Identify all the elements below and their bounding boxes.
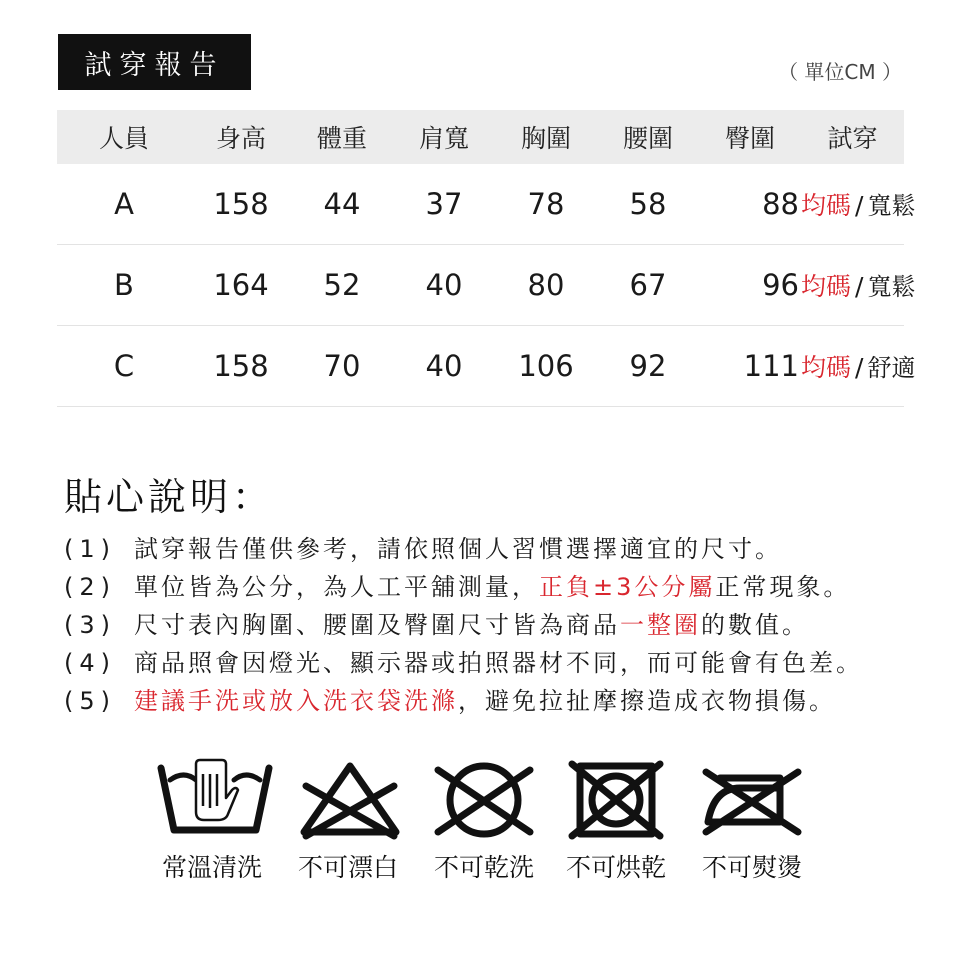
no-tumble-dry-icon (568, 758, 664, 842)
fit-separator: / (855, 353, 864, 382)
cell-hip: 111 (699, 326, 801, 407)
note-text: 的數值。 (701, 611, 809, 639)
care-label-no-dry-clean: 不可乾洗 (433, 853, 534, 882)
note-index: (5) (64, 687, 116, 715)
cell-hip: 96 (699, 245, 801, 326)
note-index: (1) (64, 535, 116, 563)
cell-shoulder: 40 (393, 326, 495, 407)
cell-person: B (57, 245, 191, 326)
note-text: ，避免拉扯摩擦造成衣物損傷。 (458, 687, 836, 715)
fit-size: 均碼 (801, 272, 852, 301)
cell-height: 164 (191, 245, 291, 326)
no-dry-clean-icon (432, 758, 536, 842)
note-highlight: 一整圈 (620, 611, 701, 639)
note-item (64, 644, 863, 682)
fit-feel: 寬鬆 (867, 192, 916, 220)
note-text: 商品照會因燈光、顯示器或拍照器材不同，而可能會有色差。 (134, 649, 863, 677)
table-row (57, 245, 904, 326)
cell-height: 158 (191, 164, 291, 245)
cell-hip: 88 (699, 164, 801, 245)
col-header-fit: 試穿 (801, 110, 904, 164)
fit-feel: 舒適 (867, 354, 916, 382)
note-item (64, 682, 863, 720)
col-header-chest: 胸圍 (495, 110, 597, 164)
cell-chest: 78 (495, 164, 597, 245)
cell-person: C (57, 326, 191, 407)
note-text: 單位皆為公分，為人工平舖測量， (134, 573, 539, 601)
note-index: (4) (64, 649, 116, 677)
fit-separator: / (855, 191, 864, 220)
care-label-hand-wash: 常溫清洗 (161, 853, 262, 882)
table-header-row (57, 110, 904, 164)
no-bleach-icon (296, 758, 404, 842)
cell-weight: 52 (291, 245, 393, 326)
size-table (57, 110, 916, 407)
col-header-hip: 臀圍 (699, 110, 801, 164)
fit-feel: 寬鬆 (867, 273, 916, 301)
cell-chest: 80 (495, 245, 597, 326)
note-text: 正常現象。 (715, 573, 851, 601)
care-label-no-iron: 不可熨燙 (701, 853, 802, 882)
fit-separator: / (855, 272, 864, 301)
note-index: (2) (64, 573, 116, 601)
cell-shoulder: 37 (393, 164, 495, 245)
report-title: 試穿報告 (58, 34, 251, 90)
cell-fit (801, 164, 916, 245)
notes-list (64, 530, 863, 720)
cell-person: A (57, 164, 191, 245)
note-text: 尺寸表內胸圍、腰圍及臀圍尺寸皆為商品 (134, 611, 620, 639)
cell-weight: 44 (291, 164, 393, 245)
fit-size: 均碼 (801, 191, 852, 220)
hand-wash-icon (156, 758, 274, 838)
care-label-no-tumble-dry: 不可烘乾 (565, 853, 666, 882)
notes-title: 貼心說明： (64, 475, 275, 519)
note-highlight: 建議手洗或放入洗衣袋洗滌 (134, 687, 458, 715)
cell-waist: 92 (597, 326, 699, 407)
cell-waist: 58 (597, 164, 699, 245)
cell-fit (801, 245, 916, 326)
col-header-height: 身高 (191, 110, 291, 164)
cell-weight: 70 (291, 326, 393, 407)
col-header-person: 人員 (57, 110, 191, 164)
note-item (64, 530, 863, 568)
table-row (57, 326, 904, 407)
note-text: 試穿報告僅供參考，請依照個人習慣選擇適宜的尺寸。 (134, 535, 782, 563)
fit-size: 均碼 (801, 353, 852, 382)
cell-chest: 106 (495, 326, 597, 407)
cell-height: 158 (191, 326, 291, 407)
note-item (64, 568, 863, 606)
col-header-weight: 體重 (291, 110, 393, 164)
cell-shoulder: 40 (393, 245, 495, 326)
note-item (64, 606, 863, 644)
note-index: (3) (64, 611, 116, 639)
care-label-no-bleach: 不可漂白 (297, 853, 398, 882)
col-header-shoulder: 肩寬 (393, 110, 495, 164)
note-highlight: 正負±3公分屬 (539, 573, 716, 601)
cell-waist: 67 (597, 245, 699, 326)
cell-fit (801, 326, 916, 407)
unit-note: （ 單位CM ） (778, 60, 902, 84)
table-row (57, 164, 904, 245)
col-header-waist: 腰圍 (597, 110, 699, 164)
no-iron-icon (700, 758, 804, 842)
